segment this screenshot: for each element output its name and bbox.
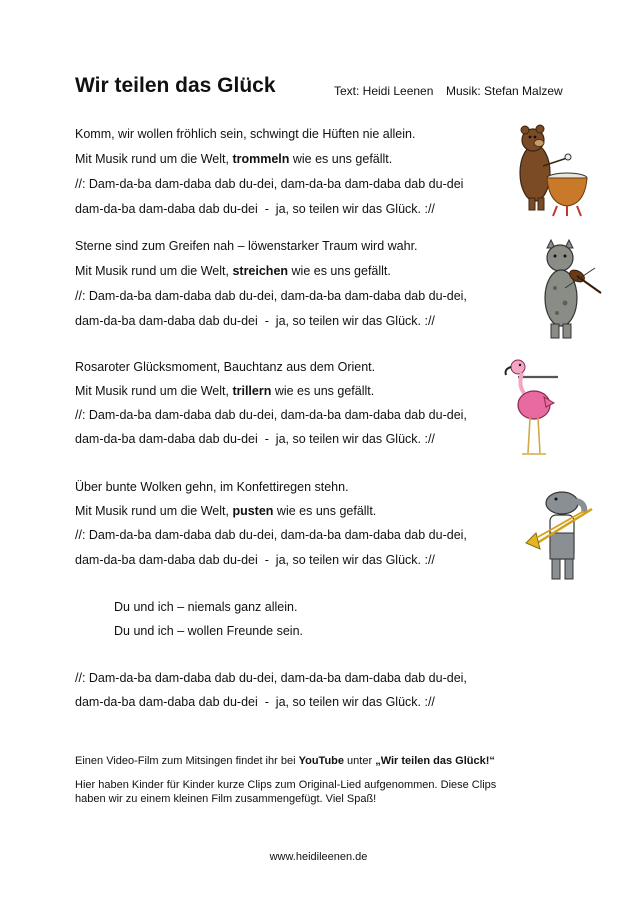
verse-verb: trommeln <box>232 152 290 166</box>
bridge-line: Du und ich – niemals ganz allein. <box>114 600 298 614</box>
clips-info-line: Hier haben Kinder für Kinder kurze Clips zum Original-Lied aufgenommen. Diese Clips <box>75 779 497 791</box>
verse-line: Rosaroter Glücksmoment, Bauchtanz aus dem Orient. <box>75 360 376 374</box>
verse-line <box>75 384 374 398</box>
refrain-line: dam-da-ba dam-daba dab du-dei - ja, so teilen wir das Glück. :// <box>75 432 435 446</box>
verse-text: Mit Musik rund um die Welt, <box>75 504 233 518</box>
verse-line: Komm, wir wollen fröhlich sein, schwingt die Hüften nie allein. <box>75 127 416 141</box>
refrain-line: //: Dam-da-ba dam-daba dab du-dei, dam-da-ba dam-daba dab du-dei, <box>75 528 467 542</box>
refrain-line: //: Dam-da-ba dam-daba dab du-dei, dam-da-ba dam-daba dab du-dei, <box>75 671 467 685</box>
verse-text: Mit Musik rund um die Welt, <box>75 264 233 278</box>
footer-url[interactable]: www.heidileenen.de <box>269 851 368 863</box>
info-text: Einen Video-Film zum Mitsingen findet ihr bei <box>75 755 299 767</box>
verse-line: Über bunte Wolken gehn, im Konfettiregen stehn. <box>75 480 349 494</box>
verse-text: wie es uns gefällt. <box>288 264 391 278</box>
clips-info-line: haben wir zu einem kleinen Film zusammengefügt. Viel Spaß! <box>75 793 377 805</box>
video-info <box>75 755 495 767</box>
verse-verb: trillern <box>232 384 272 398</box>
verse-line <box>75 504 376 518</box>
verse-verb: streichen <box>232 264 289 278</box>
text-credit: Text: Heidi Leenen <box>334 84 434 98</box>
tapir-trombonist-icon <box>520 485 605 585</box>
refrain-line: dam-da-ba dam-daba dab du-dei - ja, so teilen wir das Glück. :// <box>75 202 435 216</box>
verse-line <box>75 152 392 166</box>
refrain-line: //: Dam-da-ba dam-daba dab du-dei, dam-da-ba dam-daba dab du-dei, <box>75 408 467 422</box>
verse-line <box>75 264 391 278</box>
verse-verb: pusten <box>232 504 274 518</box>
refrain-line: dam-da-ba dam-daba dab du-dei - ja, so teilen wir das Glück. :// <box>75 695 435 709</box>
refrain-line: //: Dam-da-ba dam-daba dab du-dei, dam-da-ba dam-daba dab du-dei, <box>75 289 467 303</box>
info-text: unter <box>344 755 376 767</box>
video-title: „Wir teilen das Glück!“ <box>375 755 495 767</box>
verse-text: Mit Musik rund um die Welt, <box>75 384 233 398</box>
refrain-line: //: Dam-da-ba dam-daba dab du-dei, dam-da-ba dam-daba dab du-dei <box>75 177 464 191</box>
youtube-link[interactable]: YouTube <box>298 755 344 767</box>
flamingo-flutist-icon <box>498 355 578 460</box>
page-title: Wir teilen das Glück <box>75 74 276 97</box>
verse-text: wie es uns gefällt. <box>271 384 375 398</box>
verse-line: Sterne sind zum Greifen nah – löwenstarker Traum wird wahr. <box>75 239 418 253</box>
verse-text: wie es uns gefällt. <box>273 504 377 518</box>
verse-text: Mit Musik rund um die Welt, <box>75 152 233 166</box>
bridge-line: Du und ich – wollen Freunde sein. <box>114 624 304 638</box>
verse-text: wie es uns gefällt. <box>289 152 393 166</box>
music-credit: Musik: Stefan Malzew <box>446 84 563 98</box>
cat-violinist-icon <box>535 238 610 343</box>
bear-drummer-icon <box>505 118 590 218</box>
refrain-line: dam-da-ba dam-daba dab du-dei - ja, so teilen wir das Glück. :// <box>75 553 435 567</box>
refrain-line: dam-da-ba dam-daba dab du-dei - ja, so teilen wir das Glück. :// <box>75 314 435 328</box>
